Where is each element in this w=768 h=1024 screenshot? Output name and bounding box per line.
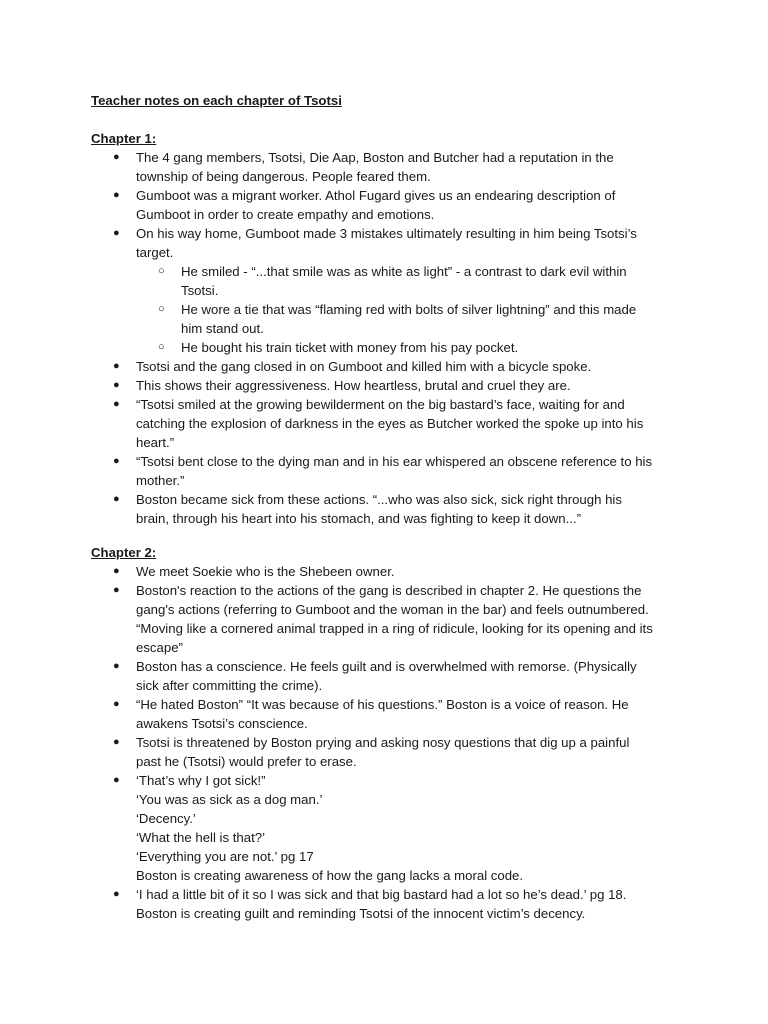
list-item: ● Gumboot was a migrant worker. Athol Fugard gives us an endearing description of Gumboot in order to create empathy and emotions. <box>113 188 616 222</box>
list-item: ● Tsotsi and the gang closed in on Gumboot and killed him with a bicycle spoke. <box>113 359 592 374</box>
bullet-icon: ● <box>113 398 120 410</box>
bullet-icon: ● <box>113 660 120 672</box>
list-item: ● This shows their aggressiveness. How heartless, brutal and cruel they are. <box>113 378 571 393</box>
sublist-item: ○ He smiled - “...that smile was as white as light” - a contrast to dark evil within Tsotsi. <box>158 264 627 298</box>
bullet-icon: ● <box>113 151 120 163</box>
list-item: ● Boston has a conscience. He feels guilt and is overwhelmed with remorse. (Physically sick after committing the crime). <box>113 659 637 693</box>
hollow-bullet-icon: ○ <box>158 265 165 277</box>
list-item: ● We meet Soekie who is the Shebeen owner. <box>113 564 395 579</box>
chapter-1-list <box>91 148 691 528</box>
sublist-item: ○ He wore a tie that was “flaming red with bolts of silver lightning” and this made him stand out. <box>158 302 637 336</box>
mistakes-sublist <box>136 262 691 357</box>
hollow-bullet-icon: ○ <box>158 341 165 353</box>
document-title: Teacher notes on each chapter of Tsotsi <box>91 93 342 108</box>
chapter-2-section <box>91 543 691 923</box>
bullet-icon: ● <box>113 888 120 900</box>
list-item: ● ‘I had a little bit of it so I was sick and that big bastard had a lot so he’s dead.’ pg 18. Boston is creating guilt and reminding Tsotsi of the innocent victim’s decency. <box>113 887 627 921</box>
chapter-1-heading: Chapter 1: <box>91 131 157 146</box>
chapter-1-section <box>91 129 691 528</box>
hollow-bullet-icon: ○ <box>158 303 165 315</box>
list-item: ● “Tsotsi bent close to the dying man and in his ear whispered an obscene reference to his mother.” <box>113 454 653 488</box>
bullet-icon: ● <box>113 360 120 372</box>
chapter-2-heading: Chapter 2: <box>91 545 157 560</box>
list-item: ● Boston's reaction to the actions of the gang is described in chapter 2. He questions the gang's actions (referring to Gumboot and the woman in the bar) and feels outnumbered. “Moving like a cornered animal trapped in a ring of ridicule, looking for its opening and its escape” <box>113 583 653 655</box>
bullet-icon: ● <box>113 189 120 201</box>
sublist-item: ○ He bought his train ticket with money from his pay pocket. <box>158 340 519 355</box>
bullet-icon: ● <box>113 584 120 596</box>
list-item: ● On his way home, Gumboot made 3 mistakes ultimately resulting in him being Tsotsi’s target. ○ He smiled - “...that smile was as white as light” - a contrast to dark evil within Tsotsi. ○ He wore a tie that was “flaming red with bolts of silver lightning” and this made him stand out. ○ He bought his train ticket with money from his pay pocket. <box>91 224 691 357</box>
list-item: ● “He hated Boston” “It was because of his questions.” Boston is a voice of reason. He awakens Tsotsi’s conscience. <box>113 697 629 731</box>
bullet-icon: ● <box>113 227 120 239</box>
bullet-icon: ● <box>113 698 120 710</box>
bullet-icon: ● <box>113 565 120 577</box>
bullet-icon: ● <box>113 736 120 748</box>
bullet-icon: ● <box>113 774 120 786</box>
bullet-icon: ● <box>113 455 120 467</box>
list-item: ● Tsotsi is threatened by Boston prying and asking nosy questions that dig up a painful past he (Tsotsi) would prefer to erase. <box>113 735 630 769</box>
bullet-icon: ● <box>113 379 120 391</box>
list-item: ● “Tsotsi smiled at the growing bewilderment on the big bastard’s face, waiting for and catching the explosion of darkness in the eyes as Butcher worked the spoke up into his heart.” <box>113 397 644 450</box>
bullet-icon: ● <box>113 493 120 505</box>
list-item: ● Boston became sick from these actions. “...who was also sick, sick right through his brain, through his heart into his stomach, and was fighting to keep it down...” <box>113 492 622 526</box>
chapter-2-list <box>91 562 691 923</box>
list-item: ● The 4 gang members, Tsotsi, Die Aap, Boston and Butcher had a reputation in the township of being dangerous. People feared them. <box>113 150 614 184</box>
list-item: ● ‘That’s why I got sick!” ‘You was as sick as a dog man.’ ‘Decency.’ ‘What the hell is that?’ ‘Everything you are not.’ pg 17 Boston is creating awareness of how the gang lacks a moral code. <box>113 773 524 883</box>
